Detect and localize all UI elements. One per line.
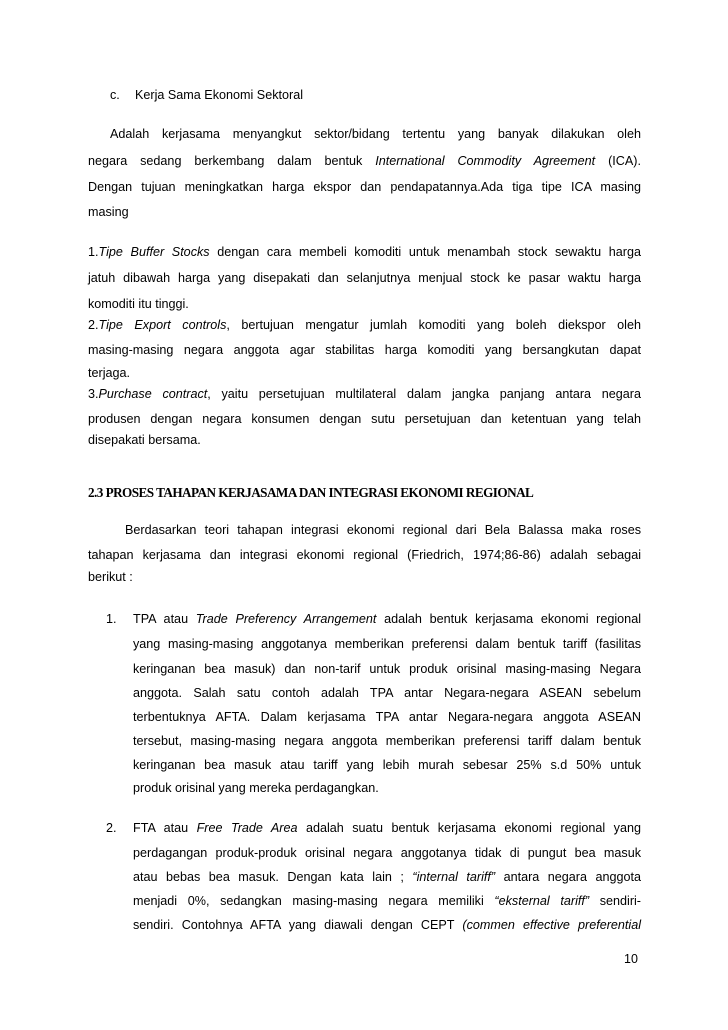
fta-line-2: perdagangan produk-produk orisinal negara anggotanya tidak di pungut bea masuk — [133, 846, 641, 860]
section-paragraph-line-3: berikut : — [88, 570, 133, 584]
intro-line-2: negara sedang berkembang dalam bentuk International Commodity Agreement (ICA). — [88, 154, 641, 168]
fta-line-1: FTA atau Free Trade Area adalah suatu bentuk kerjasama ekonomi regional yang — [133, 821, 641, 835]
tpa-line-1: TPA atau Trade Preferency Arrangement adalah bentuk kerjasama ekonomi regional — [133, 612, 641, 626]
section-paragraph-line-1: Berdasarkan teori tahapan integrasi ekonomi regional dari Bela Balassa maka roses — [125, 523, 641, 537]
tpa-line-6: tersebut, masing-masing negara anggota memberikan preferensi tariff dalam bentuk — [133, 734, 641, 748]
fta-line-4: menjadi 0%, sedangkan masing-masing negara memiliki “eksternal tariff” sendiri- — [133, 894, 642, 908]
intro-line-4: masing — [88, 205, 129, 219]
type-1-line-2: jatuh dibawah harga yang disepakati dan selanjutnya menjual stock ke pasar waktu harga — [88, 271, 641, 285]
tpa-line-2: yang masing-masing anggotanya memberikan preferensi dalam bentuk tariff (fasilitas — [133, 637, 641, 651]
type-3-line-1: 3.Purchase contract, yaitu persetujuan multilateral dalam jangka panjang antara negara — [88, 387, 641, 401]
subsection-marker: c. — [110, 88, 120, 102]
tpa-line-5: terbentuknya AFTA. Dalam kerjasama TPA antar Negara-negara anggota ASEAN — [133, 710, 641, 724]
intro-line-3: Dengan tujuan meningkatkan harga ekspor dan pendapatannya.Ada tiga tipe ICA masing — [88, 180, 641, 194]
type-2-line-3: terjaga. — [88, 366, 131, 380]
type-3-line-2: produsen dengan negara konsumen dengan sutu persetujuan dan ketentuan yang telah — [88, 412, 641, 426]
tpa-line-7: keringanan bea masuk atau tariff yang lebih murah sebesar 25% s.d 50% untuk — [133, 758, 641, 772]
type-3-line-3: disepakati bersama. — [88, 433, 201, 447]
subsection-title: Kerja Sama Ekonomi Sektoral — [135, 88, 303, 102]
section-paragraph-line-2: tahapan kerjasama dan integrasi ekonomi regional (Friedrich, 1974;86-86) adalah sebagai — [88, 548, 641, 562]
fta-line-3: atau bebas bea masuk. Dengan kata lain ; “internal tariff” antara negara anggota — [133, 870, 641, 884]
type-2-line-1: 2.Tipe Export controls, bertujuan mengatur jumlah komoditi yang boleh diekspor oleh — [88, 318, 641, 332]
type-1-line-3: komoditi itu tinggi. — [88, 297, 189, 311]
intro-line-1: Adalah kerjasama menyangkut sektor/bidang tertentu yang banyak dilakukan oleh — [110, 127, 641, 141]
list-item-number: 2. — [106, 821, 117, 835]
section-heading: 2.3 PROSES TAHAPAN KERJASAMA DAN INTEGRASI EKONOMI REGIONAL — [88, 485, 534, 500]
tpa-line-8: produk orisinal yang mereka perdagangkan. — [133, 781, 379, 795]
tpa-line-4: anggota. Salah satu contoh adalah TPA antar Negara-negara ASEAN sebelum — [133, 686, 641, 700]
page-number: 10 — [624, 952, 638, 966]
tpa-line-3: keringanan bea masuk) dan non-tarif untuk produk orisinal masing-masing Negara — [133, 662, 641, 676]
type-1-line-1: 1.Tipe Buffer Stocks dengan cara membeli komoditi untuk menambah stock sewaktu harga — [88, 245, 641, 259]
type-2-line-2: masing-masing negara anggota agar stabilitas harga komoditi yang bersangkutan dapat — [88, 343, 641, 357]
fta-line-5: sendiri. Contohnya AFTA yang diawali dengan CEPT (commen effective preferential — [133, 918, 641, 932]
list-item-number: 1. — [106, 612, 117, 626]
